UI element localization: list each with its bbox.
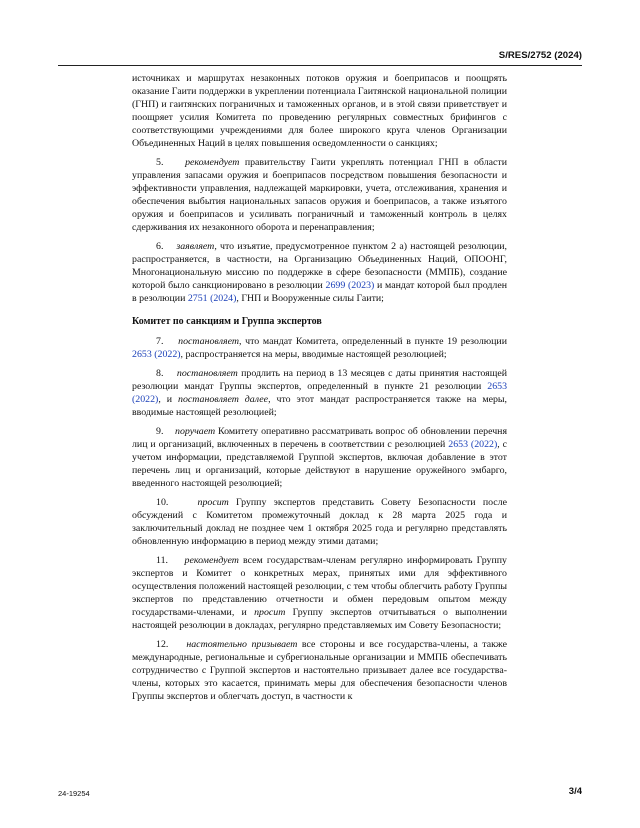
paragraph-12: 12. настоятельно призывает все стороны и все государства-члены, а также международные, региональные и субрегиональные организации и ММПБ обеспечивать сотрудничество с Группой экспертов и настоятельно призывает далее все государства-члены, которых это касается, принимать меры для обеспечения безопасности членов Группы экспертов и облегчать доступ, в частности к — [132, 639, 507, 702]
paragraph-7: 7. постановляет, что мандат Комитета, определенный в пункте 19 резолюции 2653 (2022), распространяется на меры, вводимые настоящей резолюцией; — [132, 336, 507, 360]
paragraph-number: 9. — [156, 426, 164, 437]
operative-verb: поручает — [175, 426, 216, 437]
footer-doc-number: 24-19254 — [58, 789, 90, 798]
resolution-link[interactable]: 2653 (2022) — [132, 381, 507, 405]
operative-verb: настоятельно призывает — [186, 639, 298, 650]
operative-verb: просит — [254, 607, 286, 618]
paragraph-number: 5. — [156, 157, 164, 168]
page-number: 3/4 — [568, 786, 582, 797]
paragraph-5: 5. рекомендует правительству Гаити укреплять потенциал ГНП в области управления запасами оружия и боеприпасов посредством повышения безопасности и эффективности управления, надлежащей маркировки, учета, отслеживания, хранения и обеспечения выбытия национальных запасов оружия и боеприпасов, а также изъятого оружия и боеприпасов и усиливать пограничный и таможенный контроль в целях сдерживания их незаконного оборота и перенаправления; — [132, 157, 507, 233]
header-rule — [58, 65, 582, 66]
operative-verb: постановляет — [178, 336, 239, 347]
operative-verb: постановляет — [176, 368, 238, 379]
resolution-link[interactable]: 2653 (2022) — [132, 349, 181, 360]
resolution-link[interactable]: 2751 (2024) — [187, 293, 237, 304]
operative-verb: рекомендует — [184, 555, 239, 566]
paragraph-11: 11. рекомендует всем государствам-членам регулярно информировать Группу экспертов и Комитет о конкретных мерах, принятых ими для эффективного осуществления положений настоящей резолюции, с тем чтобы облегчить работу Группы экспертов по представлению отчетности и обмен передовым опытом между государствами-членами, и просит Группу экспертов отчитываться о выполнении настоящей резолюции в докладах, регулярно представляемых им Совету Безопасности; — [132, 555, 507, 631]
paragraph-number: 6. — [156, 241, 164, 252]
document-body — [132, 72, 507, 709]
paragraph-continued: источниках и маршрутах незаконных потоков оружия и боеприпасов и поощрять оказание Гаити поддержки в укреплении потенциала Гаитянской национальной полиции (ГНП) и гаитянских пограничных и таможенных органов, и в этой связи приветствует и поощряет усилия Комитета по проведению регулярных совместных брифингов с соответствующими учреждениями для более широкого круга членов Организации Объединенных Наций в целях повышения осведомленности о санкциях; — [132, 73, 507, 149]
operative-verb: рекомендует — [185, 157, 240, 168]
paragraph-8: 8. постановляет продлить на период в 13 месяцев с даты принятия настоящей резолюции мандат Группы экспертов, определенный в пункте 21 резолюции 2653 (2022), и постановляет далее, что этот мандат распространяется также на меры, вводимые настоящей резолюцией; — [132, 368, 507, 418]
paragraph-6: 6. заявляет, что изъятие, предусмотренное пунктом 2 a) настоящей резолюции, распространяется, в частности, на Организацию Объединенных Наций, ОПООНГ, Многонациональную миссию по поддержке в сфере безопасности (ММПБ), создание которой было санкционировано в резолюции 2699 (2023) и мандат которой был продлен в резолюции 2751 (2024), ГНП и Вооруженные силы Гаити; — [132, 241, 507, 304]
paragraph-9: 9. поручает Комитету оперативно рассматривать вопрос об обновлении перечня лиц и организаций, включенных в перечень в соответствии с резолюцией 2653 (2022), с учетом информации, представляемой Группой экспертов, включая добавление в этот перечень лиц и организаций, которые действуют в нарушение оружейного эмбарго, введенного настоящей резолюцией; — [132, 426, 508, 489]
paragraph-number: 11. — [156, 555, 168, 566]
operative-verb: постановляет далее — [178, 394, 269, 405]
resolution-link[interactable]: 2699 (2023) — [325, 280, 375, 291]
operative-verb: просит — [197, 497, 229, 508]
operative-verb: заявляет — [176, 241, 215, 252]
section-heading: Комитет по санкциям и Группа экспертов — [132, 316, 322, 327]
paragraph-number: 10. — [156, 497, 169, 508]
paragraph-number: 7. — [156, 336, 164, 347]
header-doc-code: S/RES/2752 (2024) — [498, 50, 582, 61]
paragraph-10: 10. просит Группу экспертов представить Совету Безопасности после обсуждений с Комитетом промежуточный доклад к 28 марта 2025 года и заключительный доклад не позднее чем 1 октября 2025 года и регулярно представлять обновленную информацию в период между этими датами; — [132, 497, 507, 547]
resolution-link[interactable]: 2653 (2022) — [448, 439, 498, 450]
paragraph-number: 12. — [156, 639, 169, 650]
paragraph-number: 8. — [156, 368, 164, 379]
